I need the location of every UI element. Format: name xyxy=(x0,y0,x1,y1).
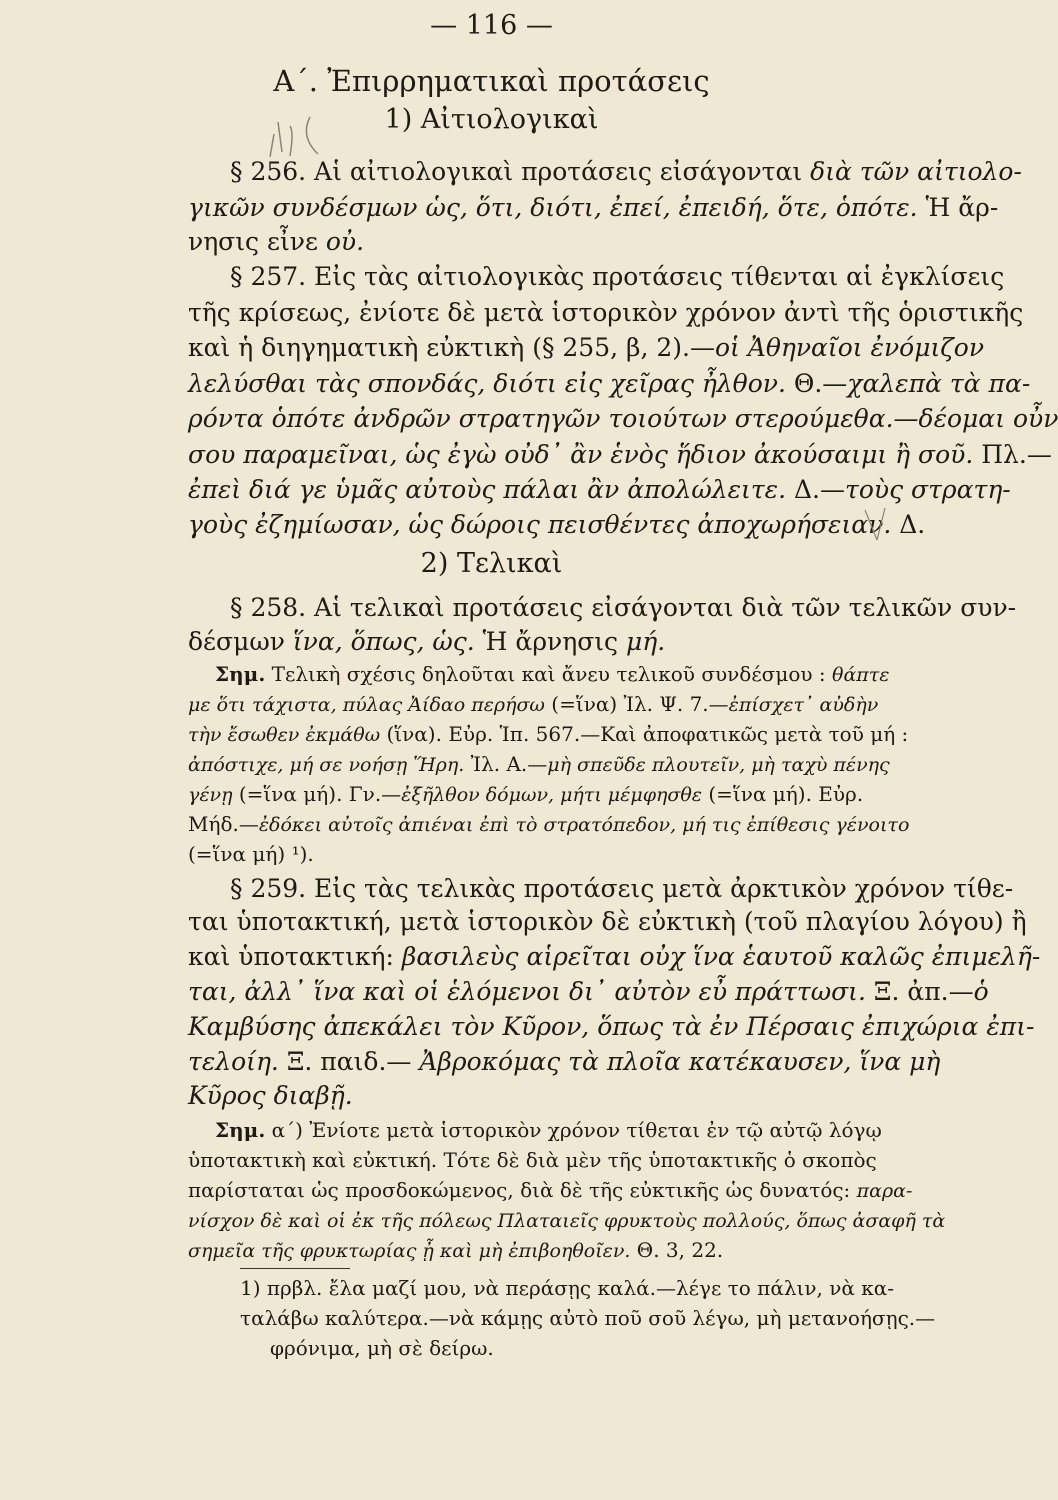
text-line: ται, ἀλλ᾽ ἵνα καὶ οἱ ἑλόμενοι δι᾽ αὐτὸν εὖ πράττωσι. Ξ. ἀπ.—ὁ xyxy=(188,977,989,1006)
section-title: Α΄. Ἐπιρρηματικαὶ προτάσεις xyxy=(273,64,710,98)
text-line: τῆς κρίσεως, ἐνίοτε δὲ μετὰ ἱστορικὸν χρόνον ἀντὶ τῆς ὁριστικῆς xyxy=(188,298,1024,327)
text-line: § 256. Αἱ αἰτιολογικαὶ προτάσεις εἰσάγονται διὰ τῶν αἰτιολο- xyxy=(230,157,1022,186)
text-line: γοὺς ἐζημίωσαν, ὡς δώροις πεισθέντες ἀποχωρήσειαν. Δ. xyxy=(188,510,926,539)
note-line: γένῃ (=ἵνα μή). Γν.—ἐξῆλθον δόμων, μήτι μέμφησθε (=ἵνα μή). Εὐρ. xyxy=(188,782,864,806)
text-line: σου παραμεῖναι, ὡς ἐγὼ οὐδ᾽ ἂν ἑνὸς ἥδιον ἀκούσαιμι ἢ σοῦ. Πλ.— xyxy=(188,440,1052,469)
note-line: παρίσταται ὡς προσδοκώμενος, διὰ δὲ τῆς εὐκτικῆς ὡς δυνατός: παρα- xyxy=(188,1178,913,1202)
text-line: ρόντα ὁπότε ἀνδρῶν στρατηγῶν τοιούτων στερούμεθα.—δέομαι οὖν xyxy=(188,404,1058,433)
text-line: § 259. Εἰς τὰς τελικὰς προτάσεις μετὰ ἀρκτικὸν χρόνον τίθε- xyxy=(230,874,1014,903)
note-line: σημεῖα τῆς φρυκτωρίας ᾖ καὶ μὴ ἐπιβοηθοῖεν. Θ. 3, 22. xyxy=(188,1238,724,1262)
note-line: (=ἵνα μή) ¹). xyxy=(188,842,314,866)
text-line: λελύσθαι τὰς σπονδάς, διότι εἰς χεῖρας ἦλθον. Θ.—χαλεπὰ τὰ πα- xyxy=(188,369,1031,398)
subheading-aitiologikai: 1) Αἰτιολογικαὶ xyxy=(384,104,599,135)
text-line: Καμβύσης ἀπεκάλει τὸν Κῦρον, ὅπως τὰ ἐν Πέρσαις ἐπιχώρια ἐπι- xyxy=(188,1012,1035,1041)
note-line: Σημ. α΄) Ἐνίοτε μετὰ ἱστορικὸν χρόνον τίθεται ἐν τῷ αὐτῷ λόγῳ xyxy=(215,1118,882,1142)
page-number: — 116 — xyxy=(430,10,553,41)
note-line: ὑποτακτικὴ καὶ εὐκτική. Τότε δὲ διὰ μὲν τῆς ὑποτακτικῆς ὁ σκοπὸς xyxy=(188,1148,877,1172)
text-line: καὶ ἡ διηγηματικὴ εὐκτικὴ (§ 255, β, 2).—οἱ Ἀθηναῖοι ἐνόμιζον xyxy=(188,333,985,362)
footnote-line: 1) πρβλ. ἔλα μαζί μου, νὰ περάσῃς καλά.—λέγε το πάλιν, νὰ κα- xyxy=(240,1276,894,1300)
text-line: γικῶν συνδέσμων ὡς, ὅτι, διότι, ἐπεί, ἐπειδή, ὅτε, ὁπότε. Ἡ ἄρ- xyxy=(188,193,999,222)
text-line: τελοίη. Ξ. παιδ.— Ἀβροκόμας τὰ πλοῖα κατέκαυσεν, ἵνα μὴ xyxy=(188,1047,941,1076)
note-line: Σημ. Τελικὴ σχέσις δηλοῦται καὶ ἄνευ τελικοῦ συνδέσμου : θάπτε xyxy=(215,662,890,686)
text-line: § 258. Αἱ τελικαὶ προτάσεις εἰσάγονται διὰ τῶν τελικῶν συν- xyxy=(230,593,1017,622)
note-line: ἀπόστιχε, μή σε νοήσῃ Ἥρη. Ἰλ. Α.—μὴ σπεῦδε πλουτεῖν, μὴ ταχὺ πένης xyxy=(188,752,890,776)
footnote-rule xyxy=(240,1268,350,1269)
note-line: Μήδ.—ἐδόκει αὐτοῖς ἀπιέναι ἐπὶ τὸ στρατόπεδον, μή τις ἐπίθεσις γένοιτο xyxy=(188,812,910,836)
text-line: Κῦρος διαβῇ. xyxy=(188,1081,353,1110)
text-line: ἐπεὶ διά γε ὑμᾶς αὐτοὺς πάλαι ἂν ἀπολώλειτε. Δ.—τοὺς στρατη- xyxy=(188,475,1011,504)
text-line: § 257. Εἰς τὰς αἰτιολογικὰς προτάσεις τίθενται αἱ ἐγκλίσεις xyxy=(230,262,1005,291)
footnote-line: ταλάβω καλύτερα.—νὰ κάμῃς αὐτὸ ποῦ σοῦ λέγω, μὴ μετανοήσῃς.— xyxy=(240,1306,936,1330)
footnote-line: φρόνιμα, μὴ σὲ δείρω. xyxy=(270,1336,494,1360)
subheading-telikai: 2) Τελικαὶ xyxy=(420,548,563,579)
text-line: ται ὑποτακτική, μετὰ ἱστορικὸν δὲ εὐκτικὴ (τοῦ πλαγίου λόγου) ἢ xyxy=(188,907,1027,936)
note-line: νίσχον δὲ καὶ οἱ ἐκ τῆς πόλεως Πλαταιεῖς φρυκτοὺς πολλούς, ὅπως ἀσαφῆ τὰ xyxy=(188,1210,946,1232)
text-line: νησις εἶνε οὐ. xyxy=(188,227,365,256)
note-line: τὴν ἔσωθεν ἐκμάθω (ἵνα). Εὐρ. Ἱπ. 567.—Καὶ ἀποφατικῶς μετὰ τοῦ μή : xyxy=(188,722,909,746)
text-line: δέσμων ἵνα, ὅπως, ὡς. Ἡ ἄρνησις μή. xyxy=(188,627,666,656)
note-line: με ὅτι τάχιστα, πύλας Ἀίδαο περήσω (=ἵνα) Ἰλ. Ψ. 7.—ἐπίσχετ᾽ αὐδὴν xyxy=(188,692,879,716)
text-line: καὶ ὑποτακτική: βασιλεὺς αἱρεῖται οὐχ ἵνα ἑαυτοῦ καλῶς ἐπιμελῆ- xyxy=(188,942,1041,971)
pencil-marking-icon xyxy=(855,500,905,550)
